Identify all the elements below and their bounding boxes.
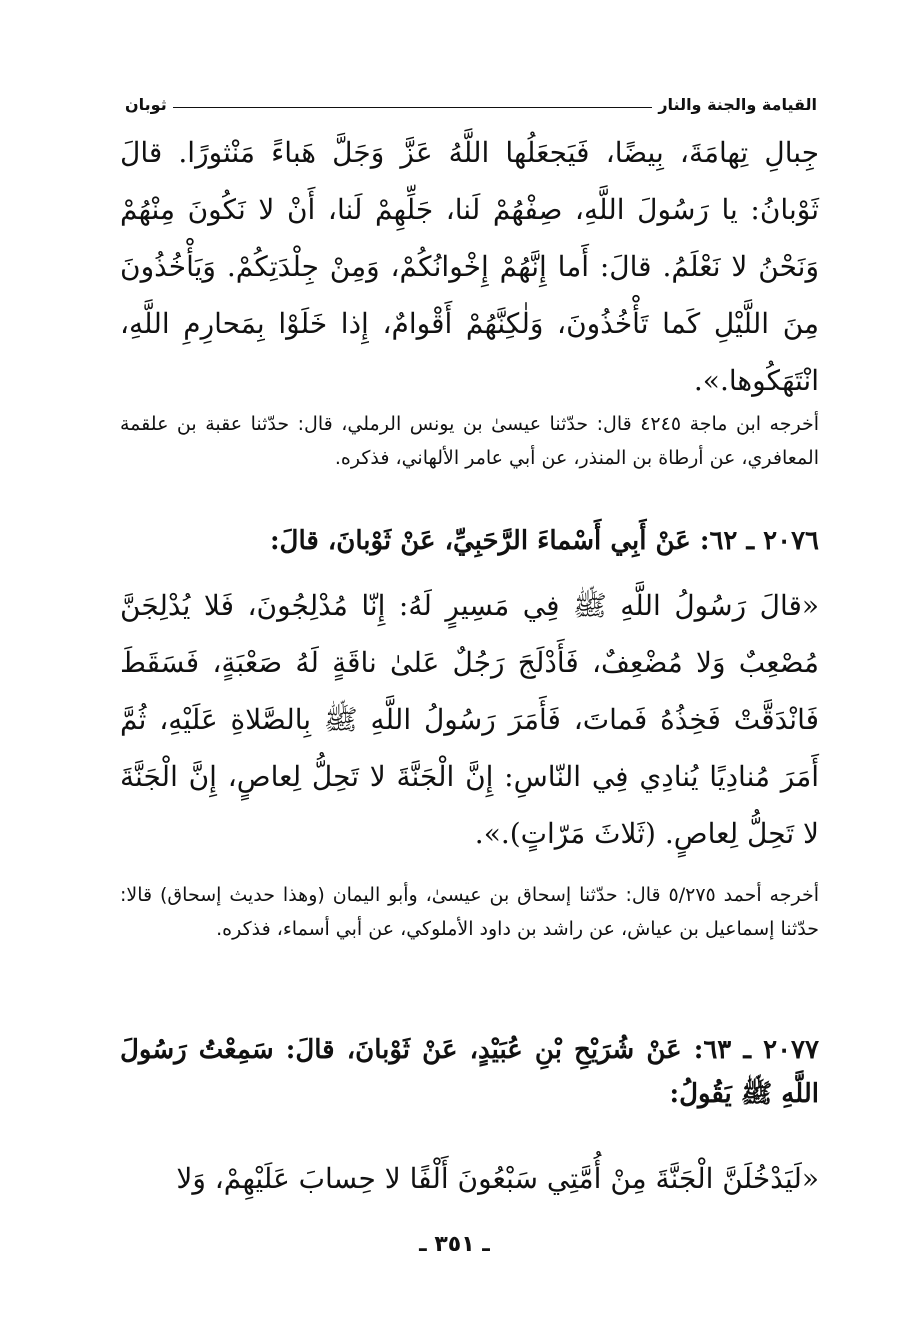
running-header (125, 86, 817, 114)
page-number: ـ ٣٥١ ـ (419, 1232, 490, 1257)
hadith-text-2076: «قالَ رَسُولُ اللَّهِ ﷺ فِي مَسِيرٍ لَهُ: إِنّا مُدْلِجُونَ، فَلا يُدْلِجَنَّ مُصْعِبٌ وَلا مُضْعِفٌ، فَأَدْلَجَ رَجُلٌ عَلىٰ ناقَةٍ لَهُ صَعْبَةٍ، فَسَقَطَ فَانْدَقَّتْ فَخِذُهُ فَماتَ، فَأَمَرَ رَسُولُ اللَّهِ ﷺ بِالصَّلاةِ عَلَيْهِ، ثُمَّ أَمَرَ مُنادِيًا يُنادِي فِي النّاسِ: إِنَّ الْجَنَّةَ لا تَحِلُّ لِعاصٍ، إِنَّ الْجَنَّةَ لا تَحِلُّ لِعاصٍ. (ثَلاثَ مَرّاتٍ).». (120, 589, 819, 850)
hadith-text-2077: «لَيَدْخُلَنَّ الْجَنَّةَ مِنْ أُمَّتِي سَبْعُونَ أَلْفًا لا حِسابَ عَلَيْهِمْ، وَلا (176, 1162, 819, 1195)
section-name: ثوبان (125, 95, 167, 114)
hadith-text-continued: جِبالِ تِهامَةَ، بِيضًا، فَيَجعَلُها اللَّهُ عَزَّ وَجَلَّ هَباءً مَنْثورًا. قالَ ثَوْبانُ: يا رَسُولَ اللَّهِ، صِفْهُمْ لَنا، جَلِّهِمْ لَنا، أَنْ لا نَكُونَ مِنْهُمْ وَنَحْنُ لا نَعْلَمُ. قالَ: أَما إِنَّهُمْ إِخْوانُكُمْ، وَمِنْ جِلْدَتِكُمْ. وَيَأْخُذُونَ مِنَ اللَّيْلِ كَما تَأْخُذُونَ، وَلٰكِنَّهُمْ أَقْوامٌ، إِذا خَلَوْا بِمَحارِمِ اللَّهِ، انْتَهَكُوها.». (120, 136, 820, 397)
header-rule (173, 107, 653, 108)
hadith-heading-2077: ٢٠٧٧ ـ ٦٣: عَنْ شُرَيْحِ بْنِ عُبَيْدٍ، عَنْ ثَوْبانَ، قالَ: سَمِعْتُ رَسُولَ اللَّهِ ﷺ يَقُولُ: (120, 1035, 819, 1109)
book-title: القيامة والجنة والنار (658, 95, 817, 114)
hadith-heading-2076: ٢٠٧٦ ـ ٦٢: عَنْ أَبِي أَسْماءَ الرَّحَبِيِّ، عَنْ ثَوْبانَ، قالَ: (269, 526, 819, 556)
takhrij-ibn-majah: أخرجه ابن ماجة ٤٢٤٥ قال: حدّثنا عيسىٰ بن يونس الرملي، قال: حدّثنا عقبة بن علقمة المعافري، عن أرطاة بن المنذر، عن أبي عامر الألهاني، فذكره. (120, 413, 819, 469)
takhrij-ahmad: أخرجه أحمد ٥/٢٧٥ قال: حدّثنا إسحاق بن عيسىٰ، وأبو اليمان (وهذا حديث إسحاق) قالا: حدّثنا إسماعيل بن عياش، عن راشد بن داود الأملوكي، عن أبي أسماء، فذكره. (120, 884, 819, 940)
